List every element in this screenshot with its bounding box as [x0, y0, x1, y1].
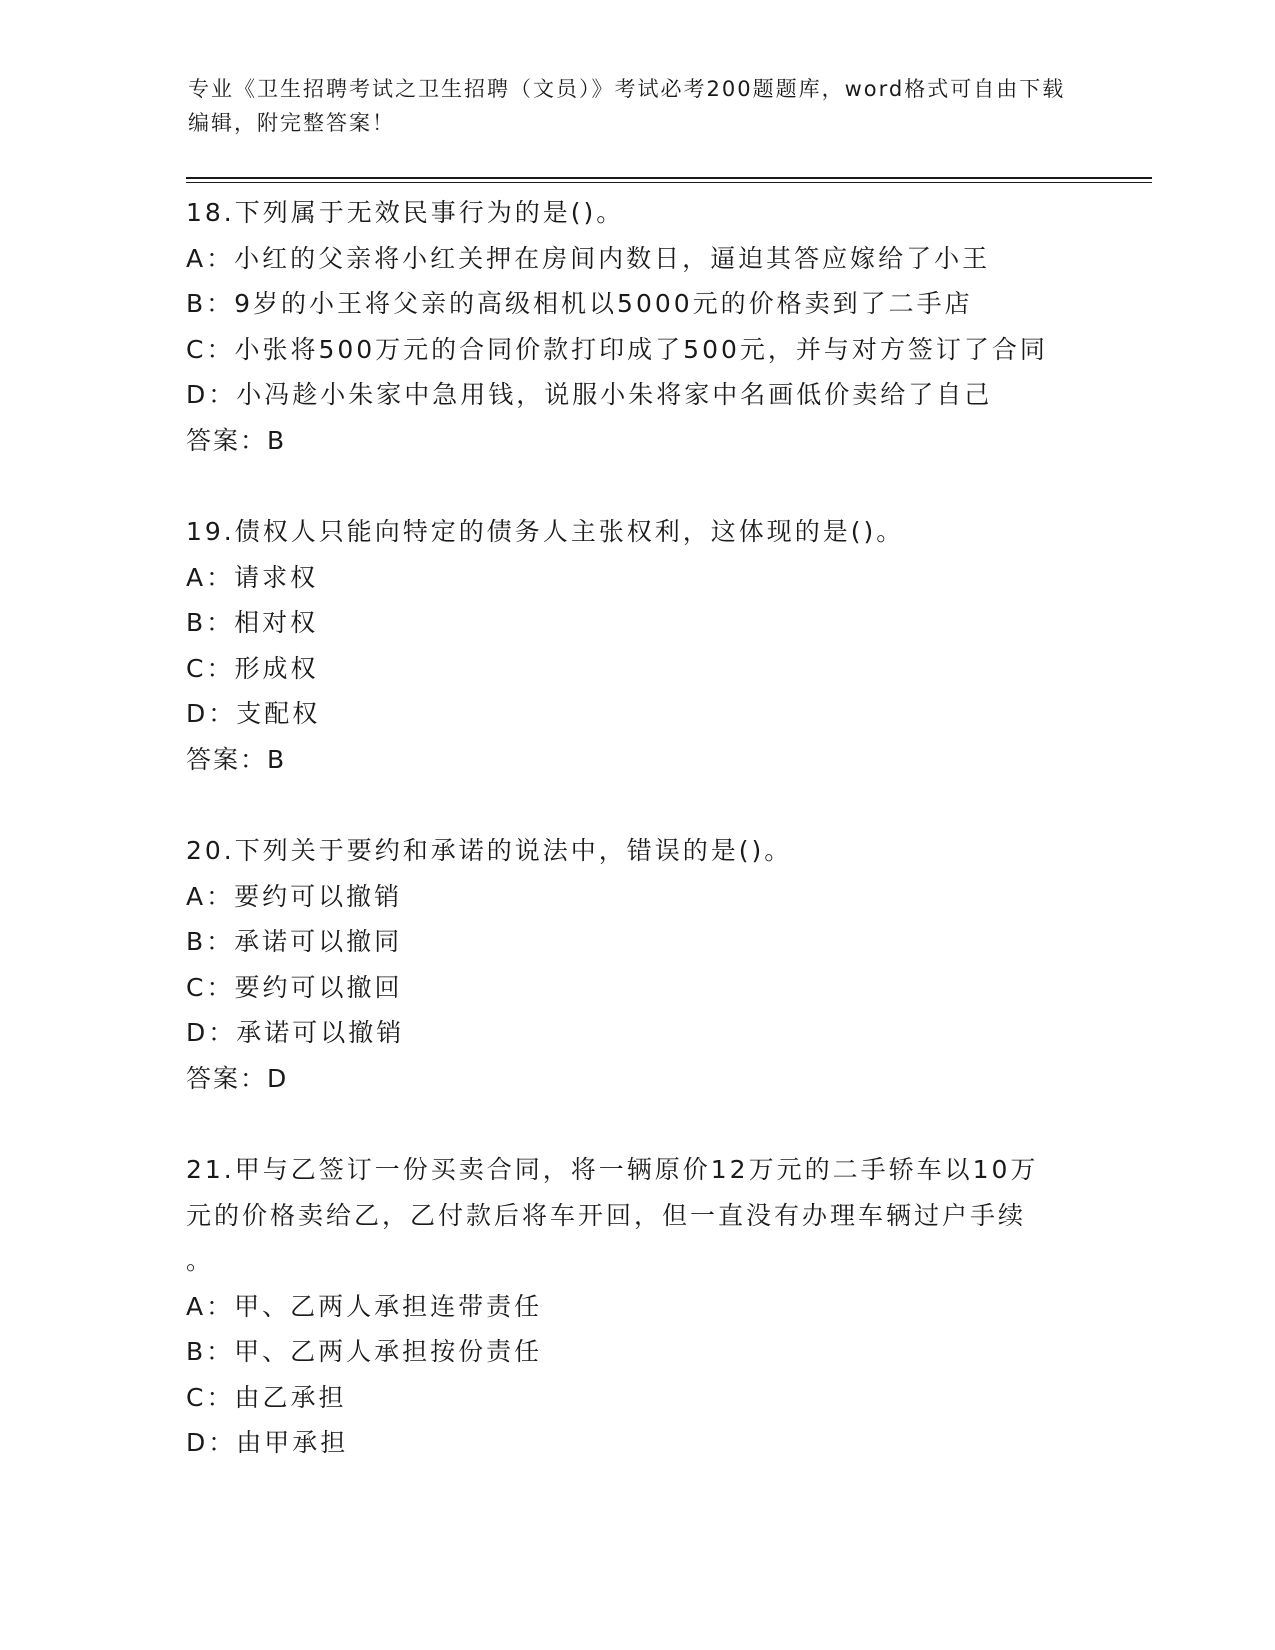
option-c: C：要约可以撤回 [186, 972, 403, 1002]
option-a: A：要约可以撤销 [186, 881, 403, 911]
option-a: A：小红的父亲将小红关押在房间内数日，逼迫其答应嫁给了小王 [186, 243, 991, 273]
header-divider-thick [186, 177, 1152, 179]
option-d: D：小冯趁小朱家中急用钱，说服小朱将家中名画低价卖给了自己 [186, 380, 993, 409]
question-stem-line-3: 。 [186, 1246, 215, 1275]
option-b: B：相对权 [186, 608, 319, 637]
question-21 [186, 1147, 1086, 1466]
question-19 [186, 509, 1086, 782]
option-d: D：承诺可以撤销 [186, 1018, 405, 1047]
question-18 [186, 190, 1086, 463]
option-b: B：承诺可以撤同 [186, 927, 403, 956]
option-a: A：请求权 [186, 562, 319, 592]
question-stem-line-1: 21.甲与乙签订一份买卖合同，将一辆原价12万元的二手轿车以10万 [186, 1155, 1039, 1184]
option-b: B：9岁的小王将父亲的高级相机以5000元的价格卖到了二手店 [186, 289, 973, 318]
answer: 答案：D [186, 1063, 289, 1093]
option-a: A：甲、乙两人承担连带责任 [186, 1291, 543, 1321]
question-stem: 18.下列属于无效民事行为的是()。 [186, 198, 625, 227]
option-b: B：甲、乙两人承担按份责任 [186, 1337, 543, 1366]
option-c: C：小张将500万元的合同价款打印成了500元，并与对方签订了合同 [186, 334, 1048, 364]
answer: 答案：B [186, 425, 287, 455]
option-c: C：由乙承担 [186, 1382, 347, 1412]
question-stem: 19.债权人只能向特定的债务人主张权利，这体现的是()。 [186, 517, 905, 546]
answer: 答案：B [186, 744, 287, 774]
option-d: D：支配权 [186, 699, 321, 728]
header-divider-thin [186, 182, 1152, 183]
question-20 [186, 828, 1086, 1101]
page-header: 专业《卫生招聘考试之卫生招聘（文员）》考试必考200题题库，word格式可自由下载编辑，附完整答案！ [188, 77, 1066, 135]
question-list [186, 190, 1086, 1512]
option-d: D：由甲承担 [186, 1428, 349, 1457]
question-stem: 20.下列关于要约和承诺的说法中，错误的是()。 [186, 836, 793, 865]
option-c: C：形成权 [186, 653, 319, 683]
question-stem-line-2: 元的价格卖给乙，乙付款后将车开回，但一直没有办理车辆过户手续 [186, 1200, 1027, 1230]
